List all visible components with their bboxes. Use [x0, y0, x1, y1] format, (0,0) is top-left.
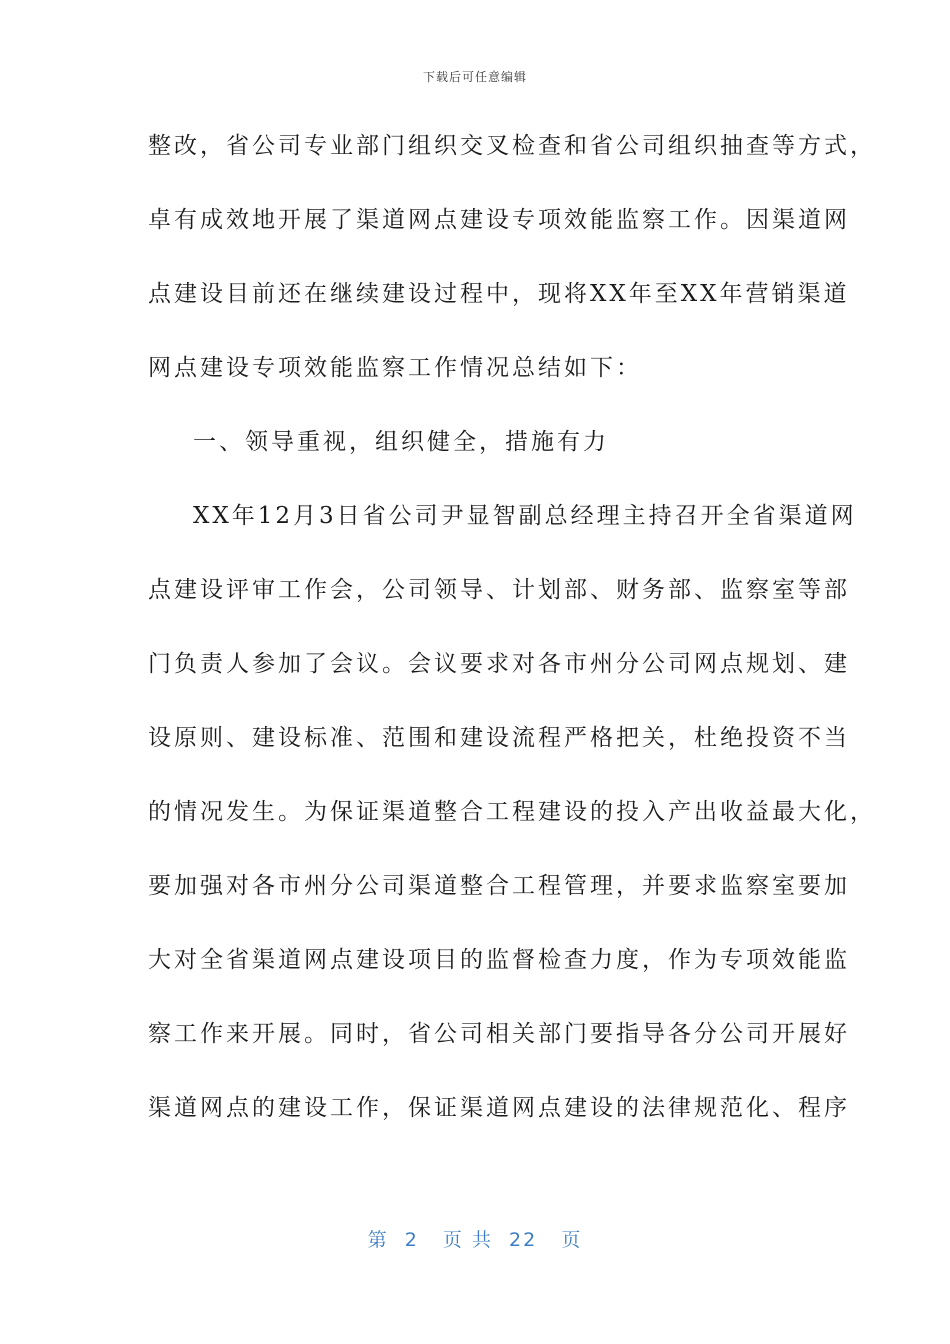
paragraph-line: 卓有成效地开展了渠道网点建设专项效能监察工作。因渠道网	[148, 207, 850, 233]
paragraph-line: 点建设目前还在继续建设过程中，现将XX年至XX年营销渠道	[148, 281, 850, 307]
paragraph-line: 网点建设专项效能监察工作情况总结如下：	[148, 355, 642, 381]
paragraph-line: 渠道网点的建设工作，保证渠道网点建设的法律规范化、程序	[148, 1095, 850, 1121]
paragraph-line: XX年12月3日省公司尹显智副总经理主持召开全省渠道网	[193, 503, 857, 529]
paragraph-line: 要加强对各市州分公司渠道整合工程管理，并要求监察室要加	[148, 873, 850, 899]
page-header: 下载后可任意编辑	[422, 70, 527, 84]
page-number-footer: 第 2 页 共 22 页	[367, 1229, 583, 1251]
paragraph-line: 整改，省公司专业部门组织交叉检查和省公司组织抽查等方式，	[148, 133, 876, 159]
section-heading: 一、领导重视，组织健全，措施有力	[193, 429, 609, 455]
paragraph-line: 设原则、建设标准、范围和建设流程严格把关，杜绝投资不当	[148, 725, 850, 751]
paragraph-line: 大对全省渠道网点建设项目的监督检查力度，作为专项效能监	[148, 947, 850, 973]
paragraph-line: 点建设评审工作会，公司领导、计划部、财务部、监察室等部	[148, 577, 850, 603]
paragraph-line: 门负责人参加了会议。会议要求对各市州分公司网点规划、建	[148, 651, 850, 677]
paragraph-line: 察工作来开展。同时，省公司相关部门要指导各分公司开展好	[148, 1021, 850, 1047]
paragraph-line: 的情况发生。为保证渠道整合工程建设的投入产出收益最大化，	[148, 799, 876, 825]
